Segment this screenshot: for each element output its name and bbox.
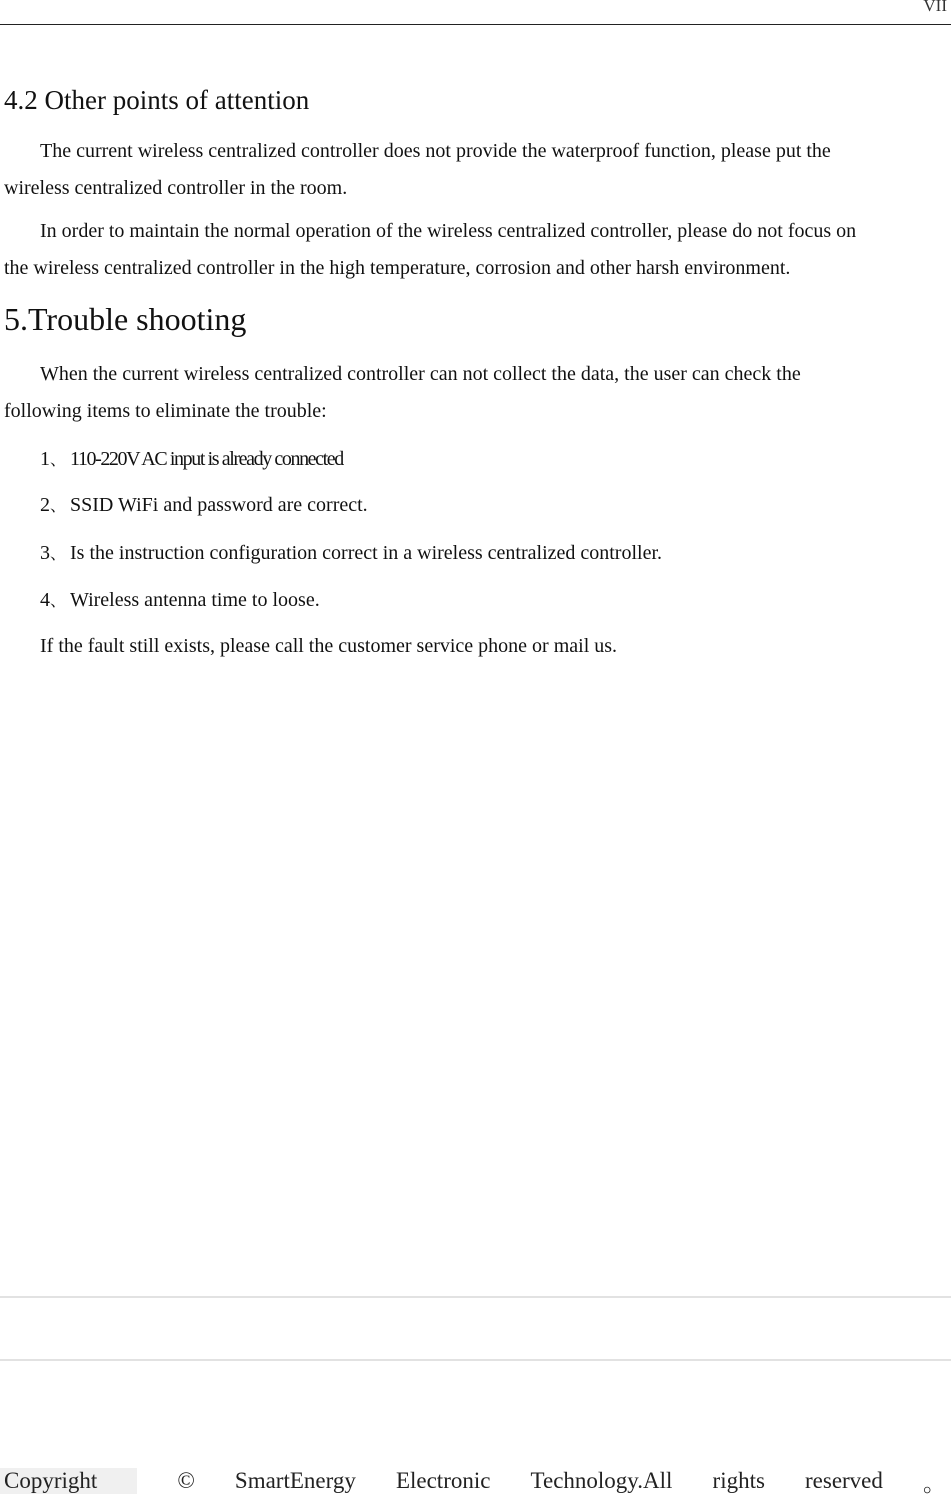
list-item-separator: 、 [50, 496, 67, 515]
paragraph-line: When the current wireless centralized controller can not collect the data, the user can check the [40, 363, 801, 385]
footer-rule-upper [0, 1296, 951, 1298]
list-item [40, 492, 368, 519]
page-number: VII [923, 0, 947, 15]
list-item [40, 587, 320, 614]
section-4-2-heading: 4.2 Other points of attention [4, 85, 310, 115]
copyright-word: © [177, 1468, 195, 1493]
paragraph-line: the wireless centralized controller in the high temperature, corrosion and other harsh environment. [4, 257, 791, 279]
paragraph-line: following items to eliminate the trouble: [4, 400, 327, 422]
copyright-word: reserved [805, 1468, 883, 1493]
copyright-word: SmartEnergy [234, 1468, 356, 1493]
list-item-number: 4 [40, 589, 50, 611]
list-item-separator: 、 [50, 544, 67, 563]
list-item-separator: 、 [50, 591, 67, 610]
list-item-number: 3 [40, 542, 50, 564]
list-item [40, 446, 343, 473]
list-item-text: Is the instruction configuration correct in a wireless centralized controller. [70, 542, 663, 564]
paragraph-line: The current wireless centralized controller does not provide the waterproof function, please put the [40, 140, 831, 162]
list-item-text: SSID WiFi and password are correct. [70, 494, 368, 516]
list-item-text: Wireless antenna time to loose. [70, 589, 320, 611]
copyright-word: Technology.All [530, 1468, 673, 1493]
paragraph-line: wireless centralized controller in the room. [4, 177, 348, 199]
copyright-word: rights [712, 1468, 765, 1493]
paragraph-waterproof [4, 133, 944, 207]
list-item-separator: 、 [50, 450, 67, 469]
copyright-word: Copyright [0, 1468, 137, 1494]
section-5-heading: 5.Trouble shooting [4, 301, 247, 337]
closing-paragraph: If the fault still exists, please call the customer service phone or mail us. [40, 635, 618, 657]
footer-rule-lower [0, 1359, 951, 1361]
copyright-word: 。 [922, 1470, 946, 1496]
list-item [40, 540, 662, 567]
header-rule [0, 24, 951, 25]
paragraph-environment [4, 213, 944, 287]
list-item-number: 1 [40, 448, 50, 470]
paragraph-line: In order to maintain the normal operation of the wireless centralized controller, please do not focus on [40, 220, 857, 242]
list-item-number: 2 [40, 494, 50, 516]
copyright-notice [0, 1466, 946, 1496]
paragraph-trouble-intro [4, 356, 944, 430]
list-item-text: 110-220V AC input is already connected [70, 448, 343, 470]
copyright-word: Electronic [395, 1468, 491, 1493]
